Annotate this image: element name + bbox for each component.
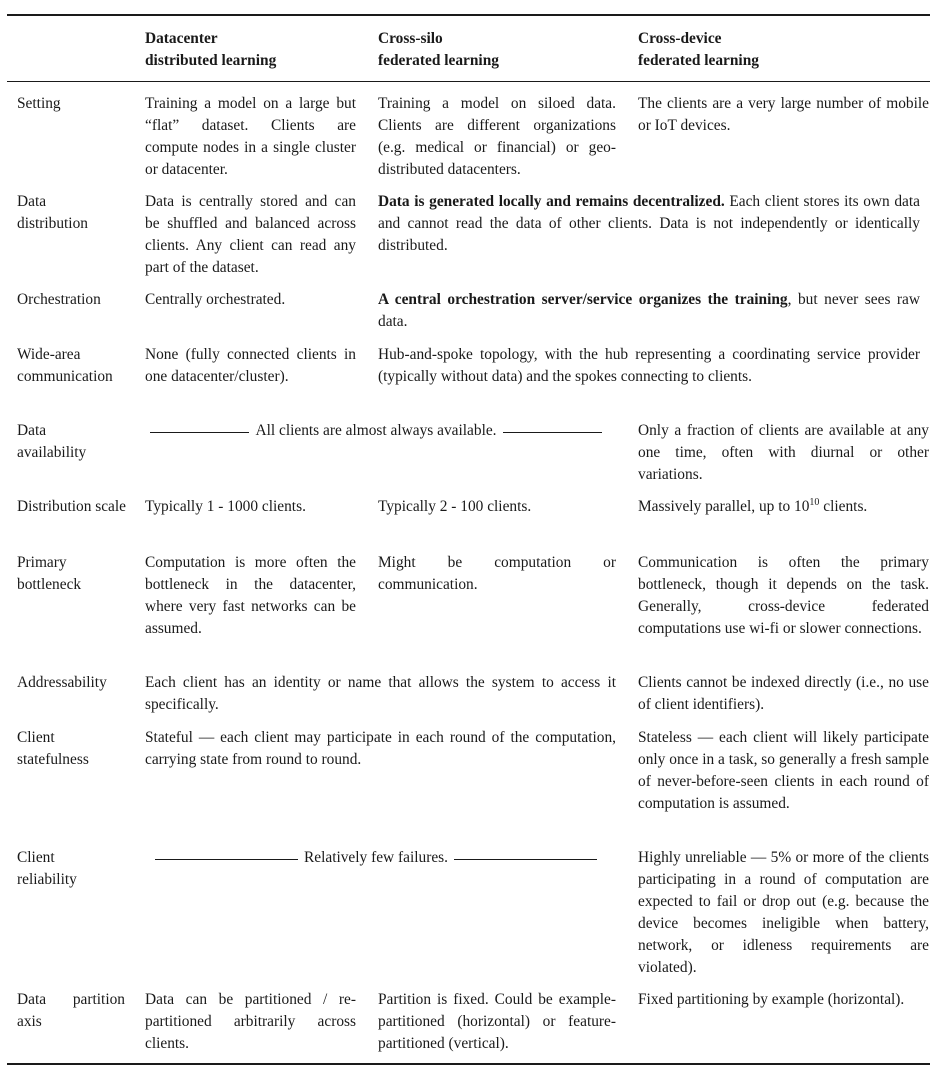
availability-shared-text: All clients are almost always available. (255, 422, 497, 439)
bottleneck-cross-device: Communication is often the primary bottleneck, though it depends on the task. Generally, cross-device federated computations use wi-fi or slower connections. (638, 554, 929, 637)
partition-datacenter: Data can be partitioned / re-partitioned arbitrarily across clients. (145, 991, 356, 1052)
scale-cross-silo: Typically 2 - 100 clients. (378, 498, 532, 515)
row-label-partition: Data partition axis (17, 991, 125, 1030)
bottleneck-datacenter: Computation is more often the bottleneck in the datacenter, where very fast networks can be assumed. (145, 554, 356, 637)
row-label-bottleneck: Primary bottleneck (17, 554, 82, 593)
table-bottom-rule (7, 1063, 930, 1065)
addressability-shared: Each client has an identity or name that allows the system to access it specifically. (145, 674, 616, 713)
bottleneck-cross-silo: Might be computation or communication. (378, 554, 616, 593)
wide-area-datacenter: None (fully connected clients in one datacenter/cluster). (145, 346, 356, 385)
scale-datacenter: Typically 1 - 1000 clients. (145, 498, 306, 515)
data-distribution-federated (378, 191, 920, 257)
availability-cross-device: Only a fraction of clients are available at any one time, often with diurnal or other variations. (638, 422, 929, 483)
statefulness-cross-device: Stateless — each client will likely participate only once in a task, so generally a fresh sample of never-before-seen clients in each round of computation is assumed. (638, 729, 929, 812)
reliability-cross-device: Highly unreliable — 5% or more of the clients participating in a round of computation are expected to fail or drop out (e.g. because the device becomes ineligible when battery, network, or idleness requirements are violated). (638, 849, 929, 976)
availability-left-dash (150, 432, 249, 433)
data-distribution-datacenter: Data is centrally stored and can be shuffled and balanced across clients. Any client can read any part of the dataset. (145, 193, 356, 276)
table-header-rule (7, 81, 930, 82)
orchestration-federated (378, 289, 920, 333)
orchestration-rest: , but never sees raw data. (378, 291, 921, 330)
wide-area-federated: Hub-and-spoke topology, with the hub representing a coordinating service provider (typically without data) and the spokes connecting to clients. (378, 346, 920, 385)
row-label-wide-area: Wide-area communication (17, 346, 113, 385)
reliability-right-dash (454, 859, 597, 860)
setting-datacenter: Training a model on a large but “flat” dataset. Clients are compute nodes in a single cluster or datacenter. (145, 95, 356, 178)
addressability-cross-device: Clients cannot be indexed directly (i.e., no use of client identifiers). (638, 674, 929, 713)
setting-cross-device: The clients are a very large number of mobile or IoT devices. (638, 95, 929, 134)
partition-cross-silo: Partition is fixed. Could be example-partitioned (horizontal) or feature-partitioned (vertical). (378, 991, 616, 1052)
table-top-rule (7, 14, 930, 16)
orchestration-bold: A central orchestration server/service organizes the training (378, 291, 788, 308)
orchestration-datacenter: Centrally orchestrated. (145, 291, 286, 308)
data-distribution-bold: Data is generated locally and remains decentralized. (378, 193, 725, 210)
scale-exponent: 10 (809, 497, 820, 508)
row-label-statefulness: Client statefulness (17, 729, 89, 768)
partition-cross-device: Fixed partitioning by example (horizontal). (638, 991, 905, 1008)
row-label-addressability: Addressability (17, 674, 107, 691)
reliability-shared-text: Relatively few failures. (303, 849, 449, 866)
row-label-scale: Distribution scale (17, 498, 126, 515)
row-label-reliability: Client reliability (17, 849, 77, 888)
row-label-setting: Setting (17, 95, 61, 112)
data-distribution-rest: Each client stores its own data and cannot read the data of other clients. Data is not independently or identically distributed. (378, 193, 920, 254)
col-header-cross-silo: Cross-silo federated learning (378, 30, 499, 69)
reliability-shared (155, 847, 597, 869)
availability-right-dash (503, 432, 602, 433)
availability-shared (150, 420, 602, 442)
row-label-availability: Data availability (17, 422, 87, 461)
statefulness-shared: Stateful — each client may participate in each round of the computation, carrying state from round to round. (145, 729, 616, 768)
col-header-datacenter: Datacenter distributed learning (145, 30, 277, 69)
scale-cross-device: Massively parallel, up to $10^{10}$ clients. (638, 497, 868, 515)
reliability-left-dash (155, 859, 298, 860)
setting-cross-silo: Training a model on siloed data. Clients are different organizations (e.g. medical or financial) or geo-distributed datacenters. (378, 95, 616, 178)
col-header-cross-device: Cross-device federated learning (638, 30, 759, 69)
row-label-orchestration: Orchestration (17, 291, 101, 308)
row-label-data-distribution: Data distribution (17, 193, 88, 232)
